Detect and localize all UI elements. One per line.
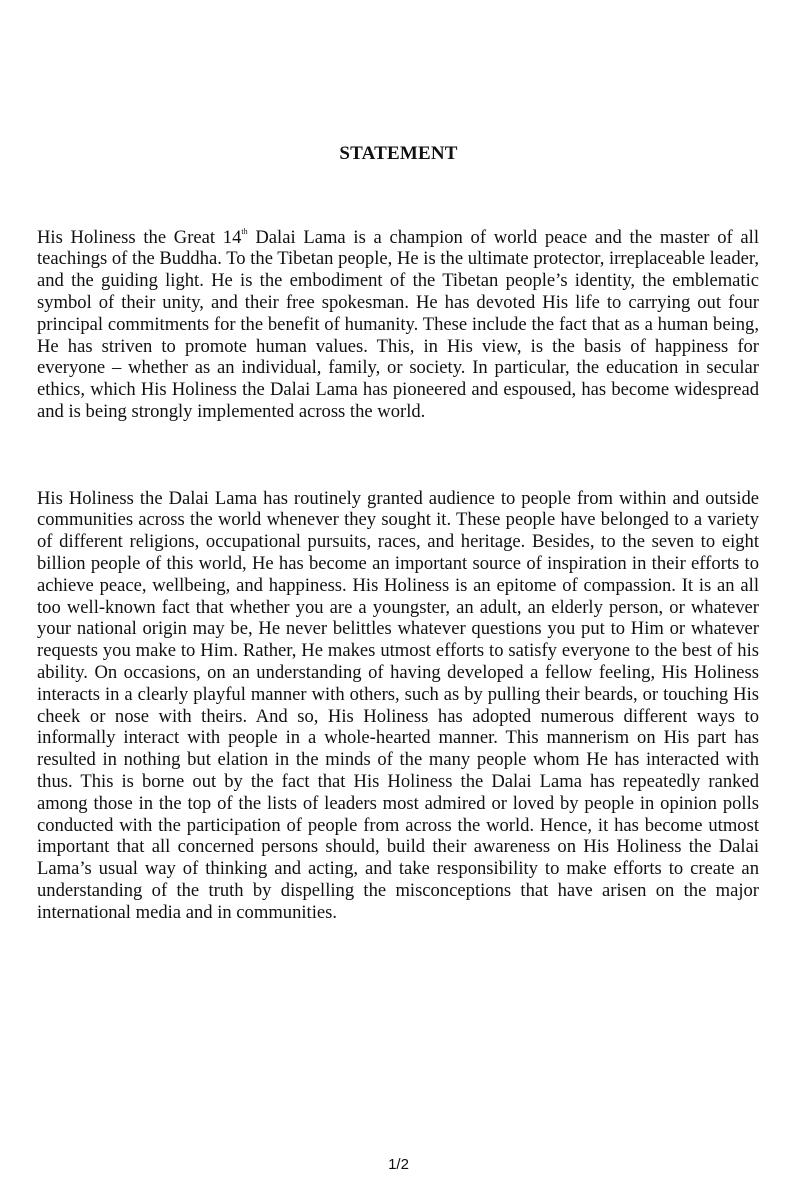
paragraph-2: His Holiness the Dalai Lama has routinely granted audience to people from within and outside communities across the world whenever they sought it. These people have belonged to a variety of different religions, occupational pursuits, races, and heritage. Besides, to the seven to eight billion people of this world, He has become an important source of inspiration in their efforts to achieve peace, wellbeing, and happiness. His Holiness is an epitome of compassion. It is an all too well-known fact that whether you are a youngster, an adult, an elderly person, or whatever your national origin may be, He never belittles whatever questions you put to Him or whatever requests you make to Him. Rather, He makes utmost efforts to satisfy everyone to the best of his ability. On occasions, on an understanding of having developed a fellow feeling, His Holiness interacts in a clearly playful manner with others, such as by pulling their beards, or touching His cheek or nose with theirs. And so, His Holiness has adopted numerous different ways to informally interact with people in a whole-hearted manner. This mannerism on His part has resulted in nothing but elation in the minds of the many people whom He has interacted with thus. This is borne out by the fact that His Holiness the Dalai Lama has repeatedly ranked among those in the top of the lists of leaders most admired or loved by people in opinion polls conducted with the participation of people from across the world. Hence, it has become utmost important that all concerned persons should, build their awareness on His Holiness the Dalai Lama’s usual way of thinking and acting, and take responsibility to make efforts to create an understanding of the truth by dispelling the misconceptions that have arisen on the major international media and in communities. (37, 487, 759, 923)
page-number: 1/2 (388, 1156, 409, 1173)
paragraph-1-rest: Dalai Lama is a champion of world peace and the master of all teachings of the Buddha. To the Tibetan people, He is the ultimate protector, irreplaceable leader, and the guiding light. He is the embodiment of the Tibetan people’s identity, the emblematic symbol of their unity, and their free spokesman. He has devoted His life to carrying out four principal commitments for the benefit of humanity. These include the fact that as a human being, He has striven to promote human values. This, in His view, is the basis of happiness for everyone – whether as an individual, family, or society. In particular, the education in secular ethics, which His Holiness the Dalai Lama has pioneered and espoused, has become widespread and is being strongly implemented across the world. (37, 226, 759, 422)
ordinal-suffix: th (241, 226, 248, 236)
paragraph-1 (37, 227, 759, 423)
paragraph-1-start: His Holiness the Great 14 (37, 226, 242, 248)
page-title: STATEMENT (339, 143, 458, 164)
